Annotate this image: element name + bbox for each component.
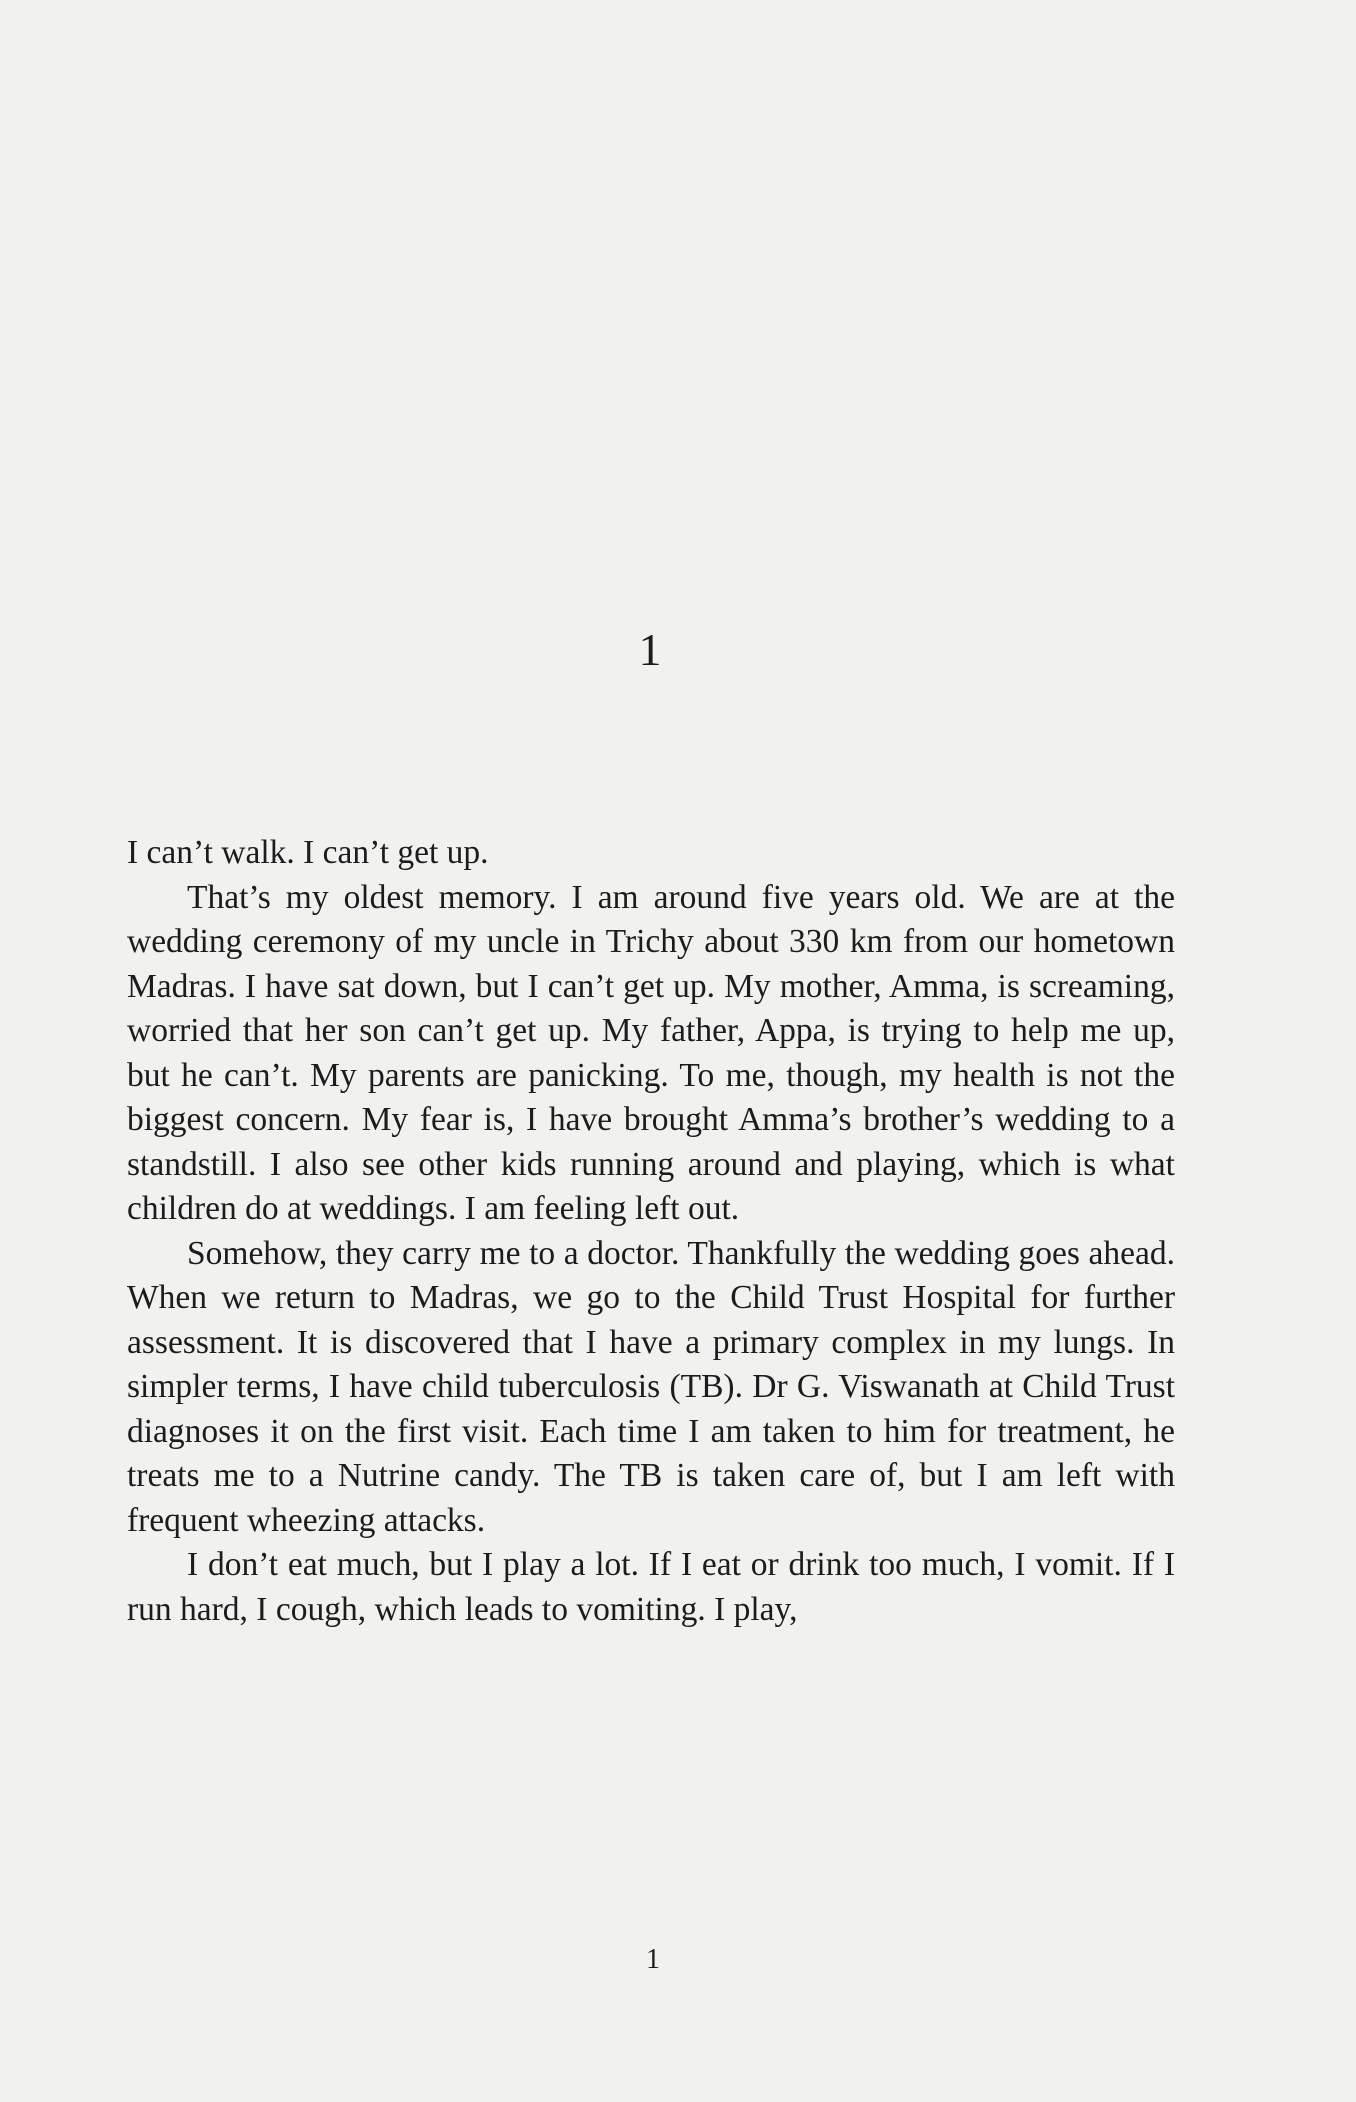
chapter-body [127,831,1175,1632]
paragraph: I don’t eat much, but I play a lot. If I eat or drink too much, I vomit. If I run hard, I cough, which leads to vomiting. I play, [127,1546,1175,1628]
paragraph: I can’t walk. I can’t get up. [127,834,489,871]
paragraph: Somehow, they carry me to a doctor. Thankfully the wedding goes ahead. When we return to Madras, we go to the Child Trust Hospital for further assessment. It is discovered that I have a primary complex in my lungs. In simpler terms, I have child tuberculosis (TB). Dr G. Viswanath at Child Trust diagnoses it on the first visit. Each time I am taken to him for treatment, he treats me to a Nutrine candy. The TB is taken care of, but I am left with frequent wheezing attacks. [127,1234,1175,1539]
paragraph: That’s my oldest memory. I am around five years old. We are at the wedding ceremony of my uncle in Trichy about 330 km from our hometown Madras. I have sat down, but I can’t get up. My mother, Amma, is screaming, worried that her son can’t get up. My father, Appa, is trying to help me up, but he can’t. My parents are panicking. To me, though, my health is not the biggest concern. My fear is, I have brought Amma’s brother’s wedding to a standstill. I also see other kids running around and playing, which is what children do at weddings. I am feeling left out. [127,878,1175,1227]
page-number: 1 [646,1944,660,1975]
chapter-number: 1 [638,624,662,675]
